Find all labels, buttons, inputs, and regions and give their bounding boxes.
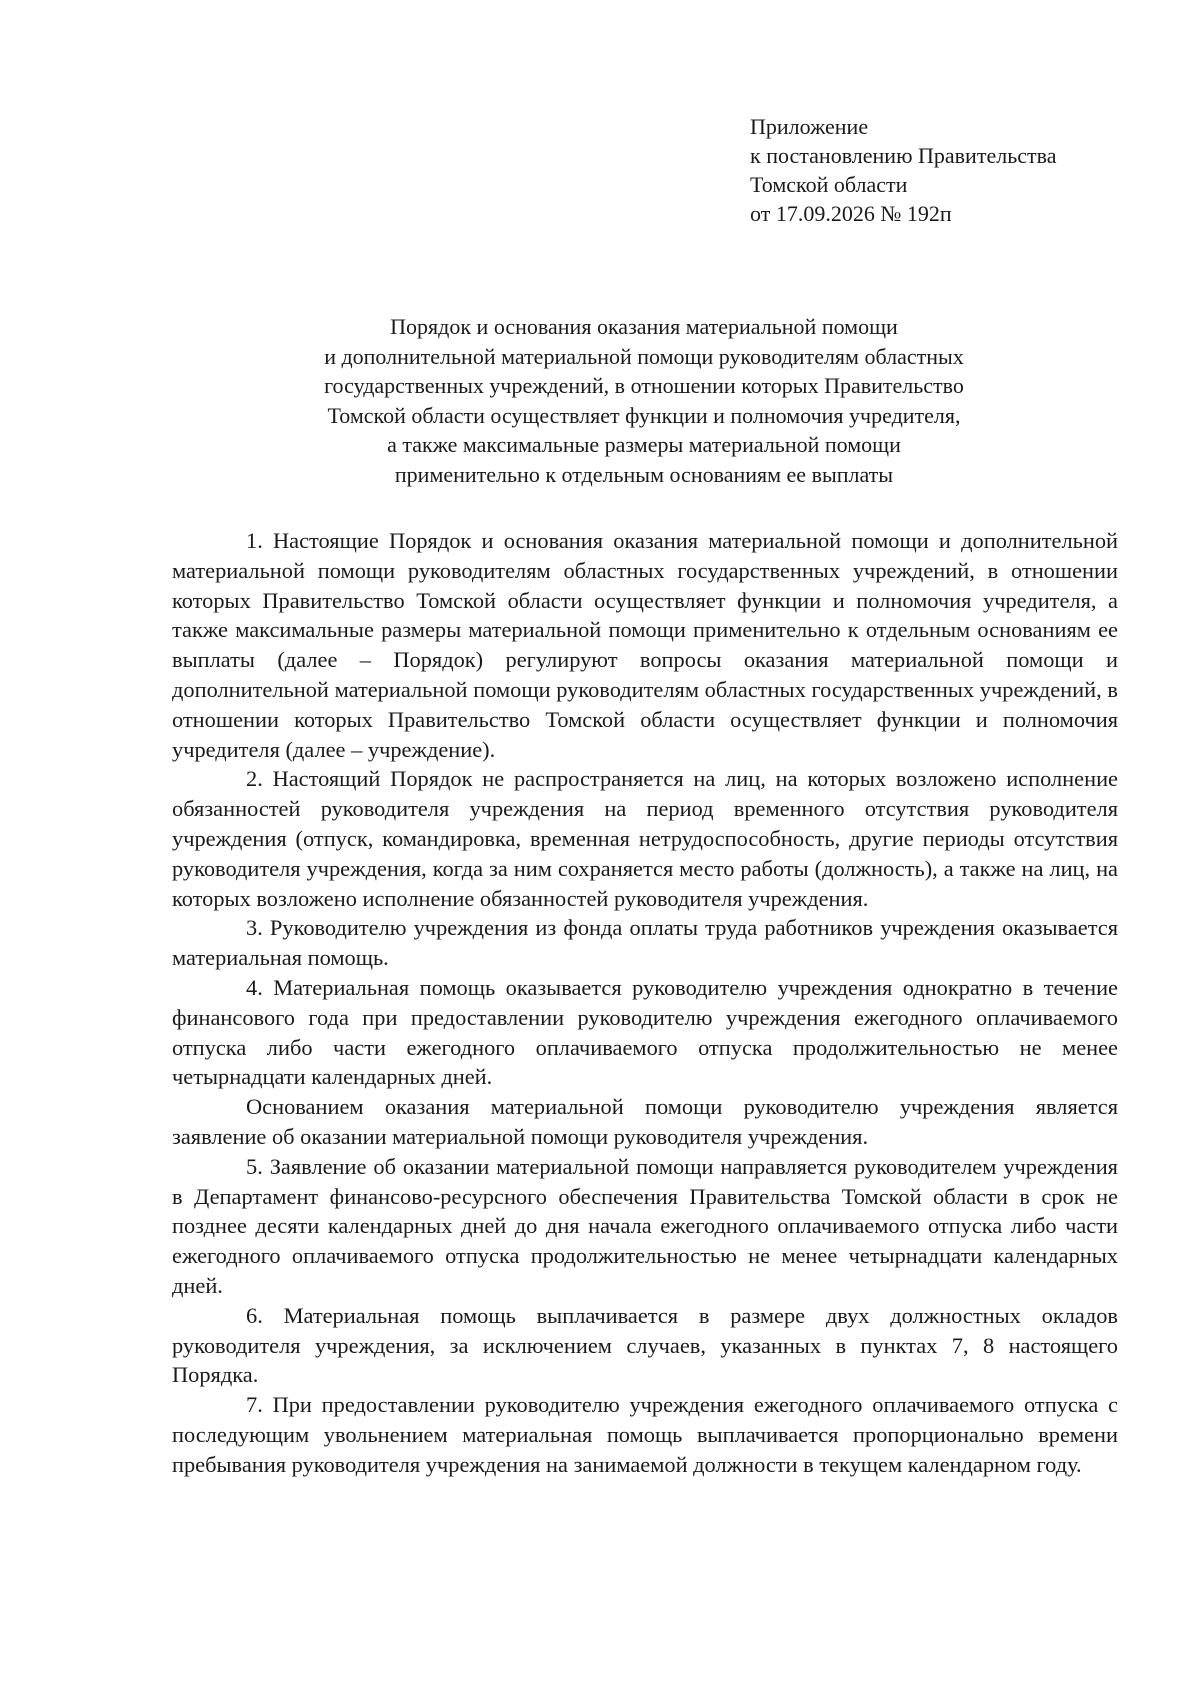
title-line: применительно к отдельным основаниям ее выплаты — [394, 461, 894, 487]
appendix-line: Приложение — [750, 114, 869, 139]
appendix-line: к постановлению Правительства — [750, 143, 1057, 168]
title-line: государственных учреждений, в отношении которых Правительство — [324, 373, 964, 398]
appendix-line: Томской области — [750, 172, 908, 197]
paragraph-4: 4. Материальная помощь оказывается руководителю учреждения однократно в течение финансового года при предоставлении руководителю учреждения ежегодного оплачиваемого отпуска либо части ежегодного оплачиваемого отпуска продолжительностью не менее четырнадцати календарных дней. — [172, 974, 1118, 1090]
paragraph-2: 2. Настоящий Порядок не распространяется на лиц, на которых возложено исполнение обязанностей руководителя учреждения на период временного отсутствия руководителя учреждения (отпуск, командировка, временная нетрудоспособность, другие периоды отсутствия руководителя учреждения, когда за ним сохраняется место работы (должность), а также на лиц, на которых возложено исполнение обязанностей руководителя учреждения. — [172, 766, 1118, 911]
title-line: а также максимальные размеры материальной помощи — [387, 432, 901, 457]
paragraph-6: 6. Материальная помощь выплачивается в размере двух должностных окладов руководителя учреждения, за исключением случаев, указанных в пунктах 7, 8 настоящего Порядка. — [172, 1302, 1118, 1388]
paragraph-1: 1. Настоящие Порядок и основания оказания материальной помощи и дополнительной материальной помощи руководителям областных государственных учреждений, в отношении которых Правительство Томской области осуществляет функции и полномочия учредителя, а также максимальные размеры материальной помощи применительно к отдельным основаниям ее выплаты (далее – Порядок) регулируют вопросы оказания материальной помощи и дополнительной материальной помощи руководителям областных государственных учреждений, в отношении которых Правительство Томской области осуществляет функции и полномочия учредителя (далее – учреждение). — [172, 528, 1118, 762]
paragraph-5: 5. Заявление об оказании материальной помощи направляется руководителем учреждения в Департамент финансово-ресурсного обеспечения Правительства Томской области в срок не позднее десяти календарных дней до дня начала ежегодного оплачиваемого отпуска либо части ежегодного оплачиваемого отпуска продолжительностью не менее четырнадцати календарных дней. — [172, 1153, 1118, 1298]
title-line: Порядок и основания оказания материальной помощи — [390, 314, 898, 339]
paragraph-7: 7. При предоставлении руководителю учреждения ежегодного оплачиваемого отпуска с последующим увольнением материальная помощь выплачивается пропорционально времени пребывания руководителя учреждения на занимаемой должности в текущем календарном году. — [172, 1392, 1118, 1477]
title-line: Томской области осуществляет функции и полномочия учредителя, — [327, 402, 961, 428]
paragraph-4-basis: Основанием оказания материальной помощи руководителю учреждения является заявление об оказании материальной помощи руководителя учреждения. — [172, 1094, 1118, 1149]
paragraph-3: 3. Руководителю учреждения из фонда оплаты труда работников учреждения оказывается материальная помощь. — [172, 915, 1118, 971]
appendix-date-number: от 17.09.2026 № 192п — [750, 201, 952, 226]
document-title — [170, 312, 1118, 489]
appendix-header — [750, 112, 1170, 228]
document-body — [172, 526, 1118, 1480]
title-line: и дополнительной материальной помощи руководителям областных — [324, 343, 964, 369]
